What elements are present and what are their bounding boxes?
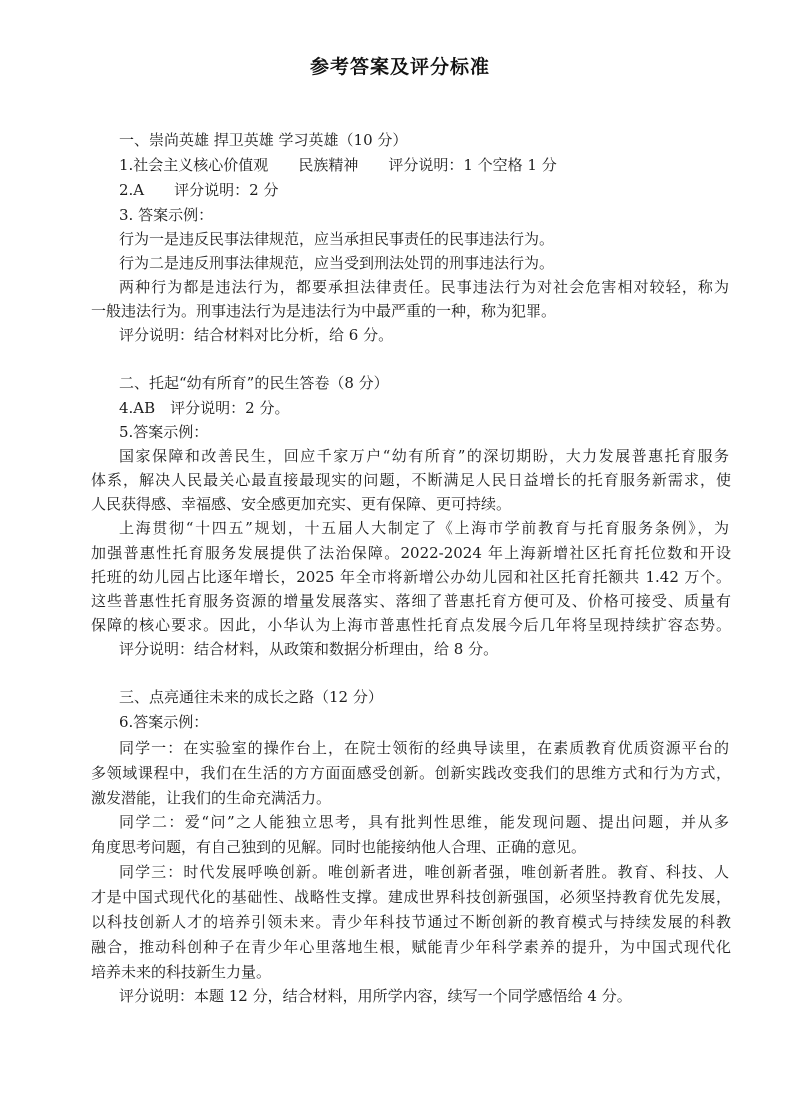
section3-student2: 角度思考问题，有自己独到的见解。同时也能接纳他人合理、正确的意见。 <box>91 838 587 856</box>
section2-paragraph: 上海贯彻“十四五”规划，十五届人大制定了《上海市学前教育与托育服务条例》，为 <box>119 519 729 537</box>
section2-paragraph: 加强普惠性托育服务发展提供了法治保障。2022-2024 年上海新增社区托育托位数和开设 <box>91 544 731 562</box>
section1-scoring: 评分说明：结合材料对比分析，给 6 分。 <box>119 326 394 344</box>
section1-paragraph: 两种行为都是违法行为，都要承担法律责任。民事违法行为对社会危害相对较轻，称为 <box>119 278 729 296</box>
section1-heading: 一、崇尚英雄 捍卫英雄 学习英雄（10 分） <box>119 131 408 149</box>
section3-student3: 融合，推动科创种子在青少年心里落地生根，赋能青少年科学素养的提升，为中国式现代化 <box>91 938 731 956</box>
section3-student1: 同学一：在实验室的操作台上，在院士领衔的经典导读里，在素质教育优质资源平台的 <box>119 739 729 757</box>
section3-heading: 三、点亮通往未来的成长之路（12 分） <box>119 688 383 706</box>
section1-q1: 1.社会主义核心价值观 民族精神 评分说明：1 个空格 1 分 <box>119 156 557 174</box>
section1-paragraph: 一般违法行为。刑事违法行为是违法行为中最严重的一种，称为犯罪。 <box>91 302 557 320</box>
section1-paragraph: 行为一是违反民事法律规范，应当承担民事责任的民事违法行为。 <box>119 230 555 248</box>
section2-paragraph: 国家保障和改善民生，回应千家万户“幼有所育”的深切期盼，大力发展普惠托育服务 <box>119 447 729 465</box>
section2-q5-label: 5.答案示例： <box>119 423 209 441</box>
section2-paragraph: 体系，解决人民最关心最直接最现实的问题，不断满足人民日益增长的托育服务新需求，使 <box>91 471 731 489</box>
section3-student3: 以科技创新人才的培养引领未来。青少年科技节通过不断创新的教育模式与持续发展的科教 <box>91 913 731 931</box>
section3-student3: 培养未来的科技新生力量。 <box>91 963 272 981</box>
section2-paragraph: 人民获得感、幸福感、安全感更加充实、更有保障、更可持续。 <box>91 495 512 513</box>
section3-student1: 激发潜能，让我们的生命充满活力。 <box>91 789 332 807</box>
section2-scoring: 评分说明：结合材料，从政策和数据分析理由，给 8 分。 <box>119 640 499 658</box>
section2-paragraph: 保障的核心要求。因此，小华认为上海市普惠性托育点发展今后几年将呈现持续扩容态势。 <box>91 616 731 634</box>
section3-scoring: 评分说明：本题 12 分，结合材料，用所学内容，续写一个同学感悟给 4 分。 <box>119 987 632 1005</box>
section2-paragraph: 这些普惠性托育服务资源的增量发展落实、落细了普惠托育方便可及、价格可接受、质量有 <box>91 592 731 610</box>
section2-heading: 二、托起“幼有所育”的民生答卷（8 分） <box>119 374 389 392</box>
section2-q4: 4.AB 评分说明：2 分。 <box>119 399 290 417</box>
section3-student2: 同学二：爱“问”之人能独立思考，具有批判性思维，能发现问题、提出问题，并从多 <box>119 813 729 831</box>
section1-q2: 2.A 评分说明：2 分 <box>119 181 279 199</box>
section3-q6-label: 6.答案示例： <box>119 713 209 731</box>
section3-student3: 才是中国式现代化的基础性、战略性支撑。建成世界科技创新强国，必须坚持教育优先发展， <box>91 888 731 906</box>
section1-paragraph: 行为二是违反刑事法律规范，应当受到刑法处罚的刑事违法行为。 <box>119 254 555 272</box>
section1-q3-label: 3. 答案示例： <box>119 206 214 224</box>
section3-student1: 多领域课程中，我们在生活的方方面面感受创新。创新实践改变我们的思维方式和行为方式， <box>91 764 731 782</box>
section2-paragraph: 托班的幼儿园占比逐年增长，2025 年全市将新增公办幼儿园和社区托育托额共 1.42 万个。 <box>91 568 731 586</box>
page-title: 参考答案及评分标准 <box>309 56 490 78</box>
section3-student3: 同学三：时代发展呼唤创新。唯创新者进，唯创新者强，唯创新者胜。教育、科技、人 <box>119 863 729 881</box>
